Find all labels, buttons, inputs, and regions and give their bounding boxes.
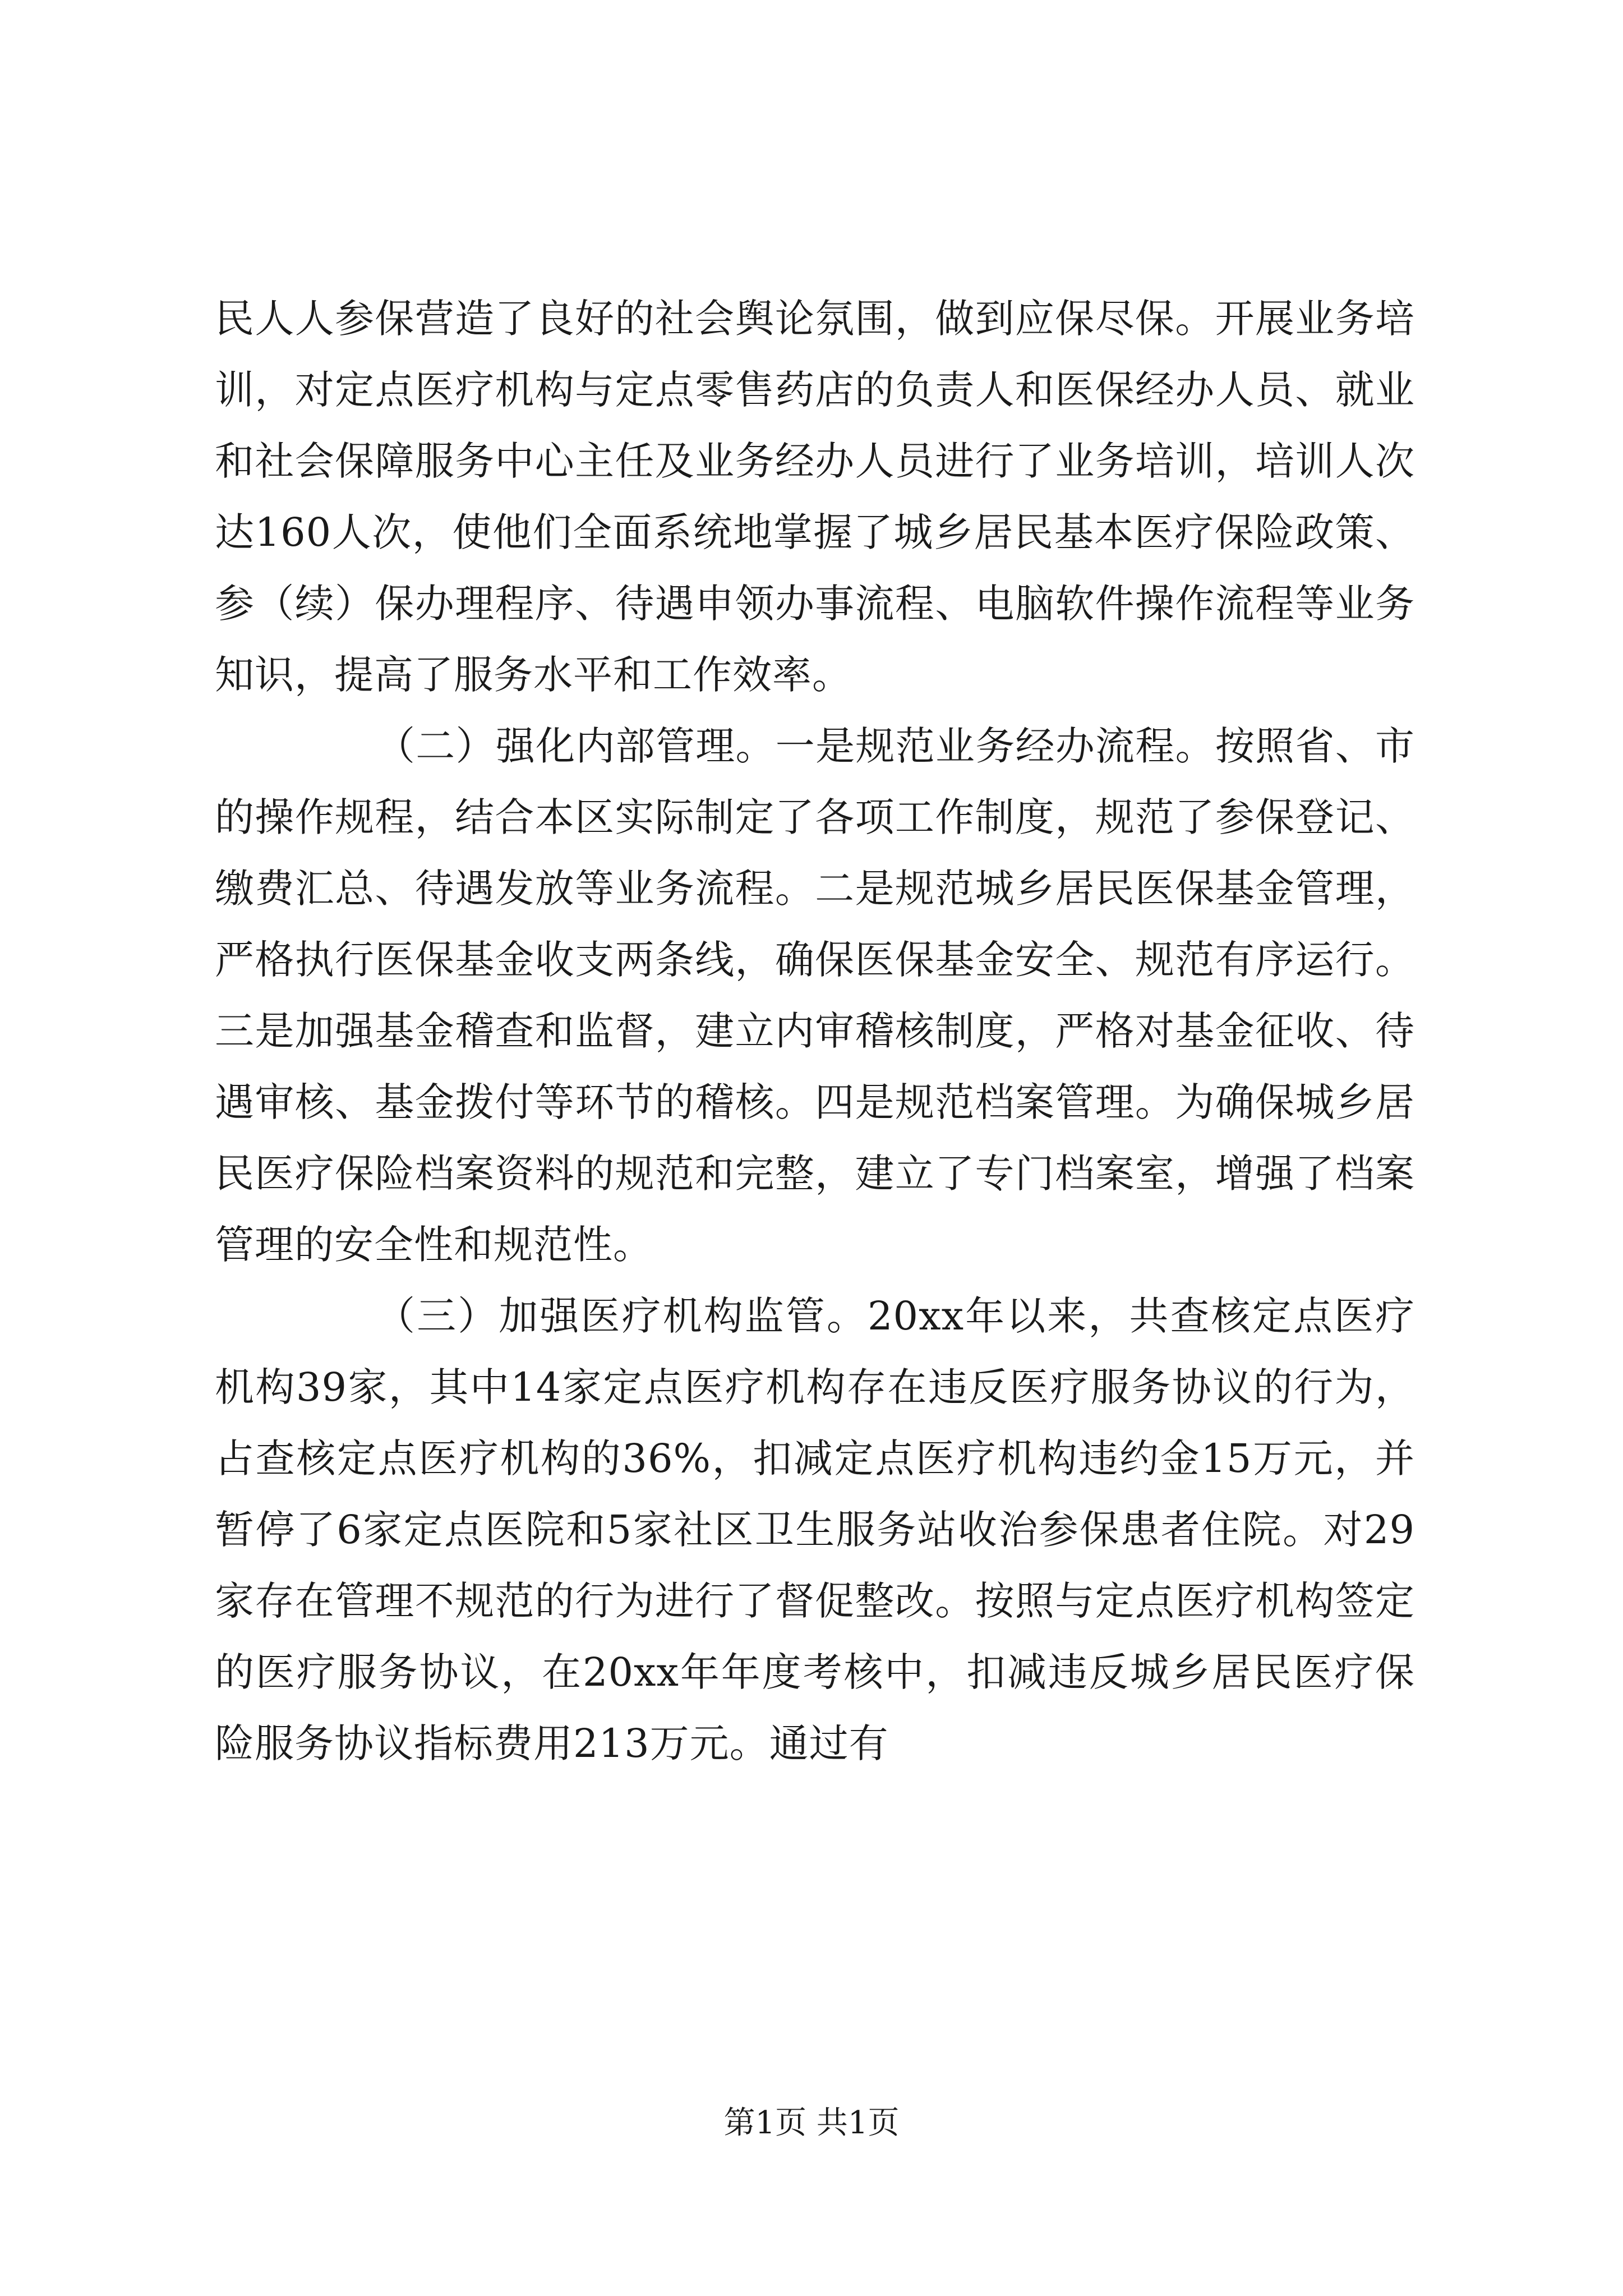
paragraph-medical-institution-supervision: （三）加强医疗机构监管。20xx年以来，共查核定点医疗机构39家，其中14家定点医疗机构存在违反医疗服务协议的行为，占查核定点医疗机构的36%，扣减定点医疗机构违约金15万元，并暂停了6家定点医院和5家社区卫生服务站收治参保患者住院。对29家存在管理不规范的行为进行了督促整改。按照与定点医疗机构签定的医疗服务协议，在20xx年年度考核中，扣减违反城乡居民医疗保险服务协议指标费用213万元。通过有 [215, 1293, 1415, 1766]
page-footer: 第1页 共1页 [723, 2105, 900, 2141]
document-body [215, 283, 1415, 1779]
paragraph-continuation: 民人人参保营造了良好的社会舆论氛围，做到应保尽保。开展业务培训，对定点医疗机构与定点零售药店的负责人和医保经办人员、就业和社会保障服务中心主任及业务经办人员进行了业务培训，培训人次达160人次，使他们全面系统地掌握了城乡居民基本医疗保险政策、参（续）保办理程序、待遇申领办事流程、电脑软件操作流程等业务知识，提高了服务水平和工作效率。 [215, 296, 1415, 698]
paragraph-internal-management: （二）强化内部管理。一是规范业务经办流程。按照省、市的操作规程，结合本区实际制定了各项工作制度，规范了参保登记、缴费汇总、待遇发放等业务流程。二是规范城乡居民医保基金管理，严格执行医保基金收支两条线，确保医保基金安全、规范有序运行。三是加强基金稽查和监督，建立内审稽核制度，严格对基金征收、待遇审核、基金拨付等环节的稽核。四是规范档案管理。为确保城乡居民医疗保险档案资料的规范和完整，建立了专门档案室，增强了档案管理的安全性和规范性。 [215, 723, 1415, 1268]
